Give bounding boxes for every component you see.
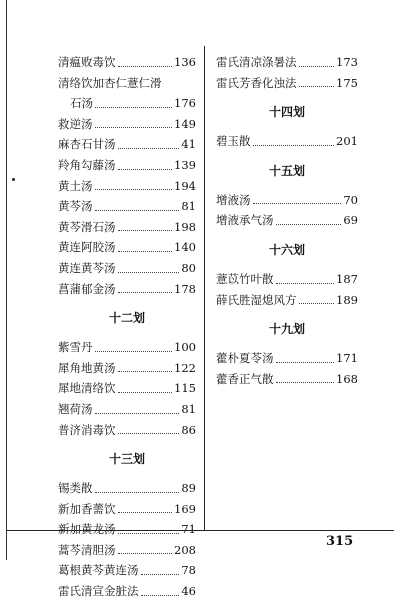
- index-entry: [216, 290, 358, 311]
- entry-name: 石汤: [70, 96, 93, 111]
- entry-page-number: 175: [336, 75, 358, 90]
- index-entry: [58, 581, 196, 602]
- index-entry: [58, 134, 196, 155]
- stroke-count-heading: 十四划: [268, 105, 305, 120]
- dot-leader: [276, 362, 335, 363]
- entry-page-number: 46: [181, 584, 196, 599]
- entry-page-number: 140: [174, 240, 196, 255]
- index-entry: [216, 131, 358, 152]
- index-entry: [58, 358, 196, 379]
- entry-name: 清络饮加杏仁薏仁滑: [58, 75, 162, 90]
- entry-name: 雷氏清凉涤暑法: [216, 55, 297, 69]
- entry-page-number: 149: [174, 116, 196, 131]
- index-entry: [58, 279, 196, 300]
- entry-page-number: 178: [174, 281, 196, 296]
- entry-page-number: 169: [174, 501, 196, 516]
- entry-name: 藿香正气散: [216, 371, 274, 386]
- entry-page-number: 194: [174, 178, 196, 193]
- entry-name: 碧玉散: [216, 134, 251, 149]
- index-entry: [58, 499, 196, 520]
- entry-page-number: 136: [174, 55, 196, 69]
- entry-page-number: 69: [343, 213, 358, 228]
- index-entry: [216, 269, 358, 290]
- page-number: 315: [326, 534, 354, 549]
- entry-name: 黄连阿胶汤: [58, 240, 116, 255]
- dot-leader: [95, 127, 173, 128]
- dot-leader: [276, 382, 335, 383]
- index-entry: [58, 155, 196, 176]
- dot-leader: [118, 169, 173, 170]
- entry-name: 新加香薷饮: [58, 501, 116, 516]
- entry-name: 普济消毒饮: [58, 422, 116, 437]
- dot-leader: [276, 283, 335, 284]
- entry-page-number: 81: [181, 199, 196, 214]
- index-entry: [58, 337, 196, 358]
- entry-page-number: 81: [181, 401, 196, 416]
- entry-name: 黄芩滑石汤: [58, 219, 116, 234]
- entry-name: 雷氏清宣金脏法: [58, 584, 139, 599]
- entry-page-number: 41: [181, 137, 196, 152]
- entry-page-number: 100: [174, 340, 196, 355]
- dot-leader: [276, 224, 342, 225]
- dot-leader: [95, 107, 172, 108]
- entry-page-number: 201: [336, 134, 358, 149]
- index-entry: [58, 52, 196, 73]
- dot-leader: [118, 230, 173, 231]
- entry-page-number: 189: [336, 292, 358, 307]
- scan-mark: [12, 178, 15, 181]
- stroke-count-heading: 十六划: [268, 242, 305, 257]
- dot-leader: [95, 413, 180, 414]
- entry-name: 薛氏胜湿熄风方: [216, 292, 297, 307]
- entry-name: 增液汤: [216, 192, 251, 207]
- dot-leader: [299, 303, 335, 304]
- entry-name: 黄芩汤: [58, 199, 93, 214]
- index-entry: [58, 420, 196, 441]
- entry-page-number: 122: [174, 360, 196, 375]
- entry-name: 羚角勾藤汤: [58, 157, 116, 172]
- index-entry: [58, 378, 196, 399]
- entry-name: 蒿芩清胆汤: [58, 542, 116, 557]
- entry-page-number: 139: [174, 157, 196, 172]
- bottom-rule: [6, 530, 394, 531]
- stroke-count-heading: 十三划: [108, 452, 145, 467]
- entry-page-number: 89: [181, 481, 196, 496]
- index-entry: [58, 540, 196, 561]
- entry-page-number: 168: [336, 371, 358, 386]
- index-entry: [216, 73, 358, 94]
- dot-leader: [118, 251, 173, 252]
- dot-leader: [118, 533, 180, 534]
- dot-leader: [95, 492, 180, 493]
- entry-page-number: 71: [181, 522, 196, 537]
- entry-name: 紫雪丹: [58, 340, 93, 355]
- entry-page-number: 198: [174, 219, 196, 234]
- entry-name: 锡类散: [58, 481, 93, 496]
- dot-leader: [118, 66, 173, 67]
- entry-page-number: 171: [336, 351, 358, 366]
- entry-name: 犀角地黄汤: [58, 360, 116, 375]
- entry-name: 藿朴夏苓汤: [216, 351, 274, 366]
- dot-leader: [141, 595, 180, 596]
- entry-page-number: 173: [336, 55, 358, 69]
- entry-name: 黄土汤: [58, 178, 93, 193]
- right-index-column: [216, 52, 358, 389]
- dot-leader: [299, 66, 335, 67]
- index-entry: [58, 93, 196, 114]
- index-entry-line: [58, 73, 196, 94]
- entry-name: 增液承气汤: [216, 213, 274, 228]
- entry-page-number: 115: [174, 381, 196, 396]
- column-divider: [204, 46, 205, 530]
- entry-name: 黄连黄芩汤: [58, 260, 116, 275]
- dot-leader: [95, 351, 173, 352]
- index-entry: [216, 210, 358, 231]
- entry-page-number: 80: [181, 260, 196, 275]
- entry-page-number: 208: [174, 542, 196, 557]
- index-entry: [58, 258, 196, 279]
- dot-leader: [141, 574, 180, 575]
- index-entry: [58, 478, 196, 499]
- index-entry: [58, 560, 196, 581]
- dot-leader: [95, 189, 173, 190]
- index-entry: [216, 190, 358, 211]
- entry-name: 雷氏芳香化浊法: [216, 75, 297, 90]
- entry-page-number: 86: [181, 422, 196, 437]
- index-entry: [216, 369, 358, 390]
- index-entry: [58, 196, 196, 217]
- dot-leader: [253, 203, 342, 204]
- stroke-count-heading: 十二划: [108, 311, 145, 326]
- entry-page-number: 176: [174, 96, 196, 111]
- dot-leader: [118, 433, 180, 434]
- entry-page-number: 70: [343, 192, 358, 207]
- dot-leader: [118, 512, 173, 513]
- index-entry: [58, 176, 196, 197]
- stroke-count-heading: 十五划: [268, 163, 305, 178]
- entry-name: 葛根黄芩黄连汤: [58, 563, 139, 578]
- dot-leader: [118, 392, 173, 393]
- dot-leader: [95, 210, 180, 211]
- entry-page-number: 187: [336, 271, 358, 286]
- stroke-count-heading: 十九划: [268, 322, 305, 337]
- left-index-column: [58, 52, 196, 602]
- index-entry: [216, 52, 358, 73]
- dot-leader: [253, 145, 335, 146]
- entry-name: 新加黄龙汤: [58, 522, 116, 537]
- entry-name: 救逆汤: [58, 116, 93, 131]
- entry-name: 麻杏石甘汤: [58, 137, 116, 152]
- entry-name: 清瘟败毒饮: [58, 55, 116, 69]
- dot-leader: [118, 148, 180, 149]
- entry-name: 翘荷汤: [58, 401, 93, 416]
- index-entry: [58, 217, 196, 238]
- index-entry: [216, 348, 358, 369]
- index-entry: [58, 114, 196, 135]
- dot-leader: [118, 553, 173, 554]
- index-entry: [58, 399, 196, 420]
- entry-page-number: 78: [181, 563, 196, 578]
- dot-leader: [118, 292, 173, 293]
- dot-leader: [299, 86, 335, 87]
- entry-name: 薏苡竹叶散: [216, 271, 274, 286]
- dot-leader: [118, 371, 173, 372]
- entry-name: 犀地清络饮: [58, 381, 116, 396]
- dot-leader: [118, 272, 180, 273]
- entry-name: 菖蒲郁金汤: [58, 281, 116, 296]
- index-entry: [58, 237, 196, 258]
